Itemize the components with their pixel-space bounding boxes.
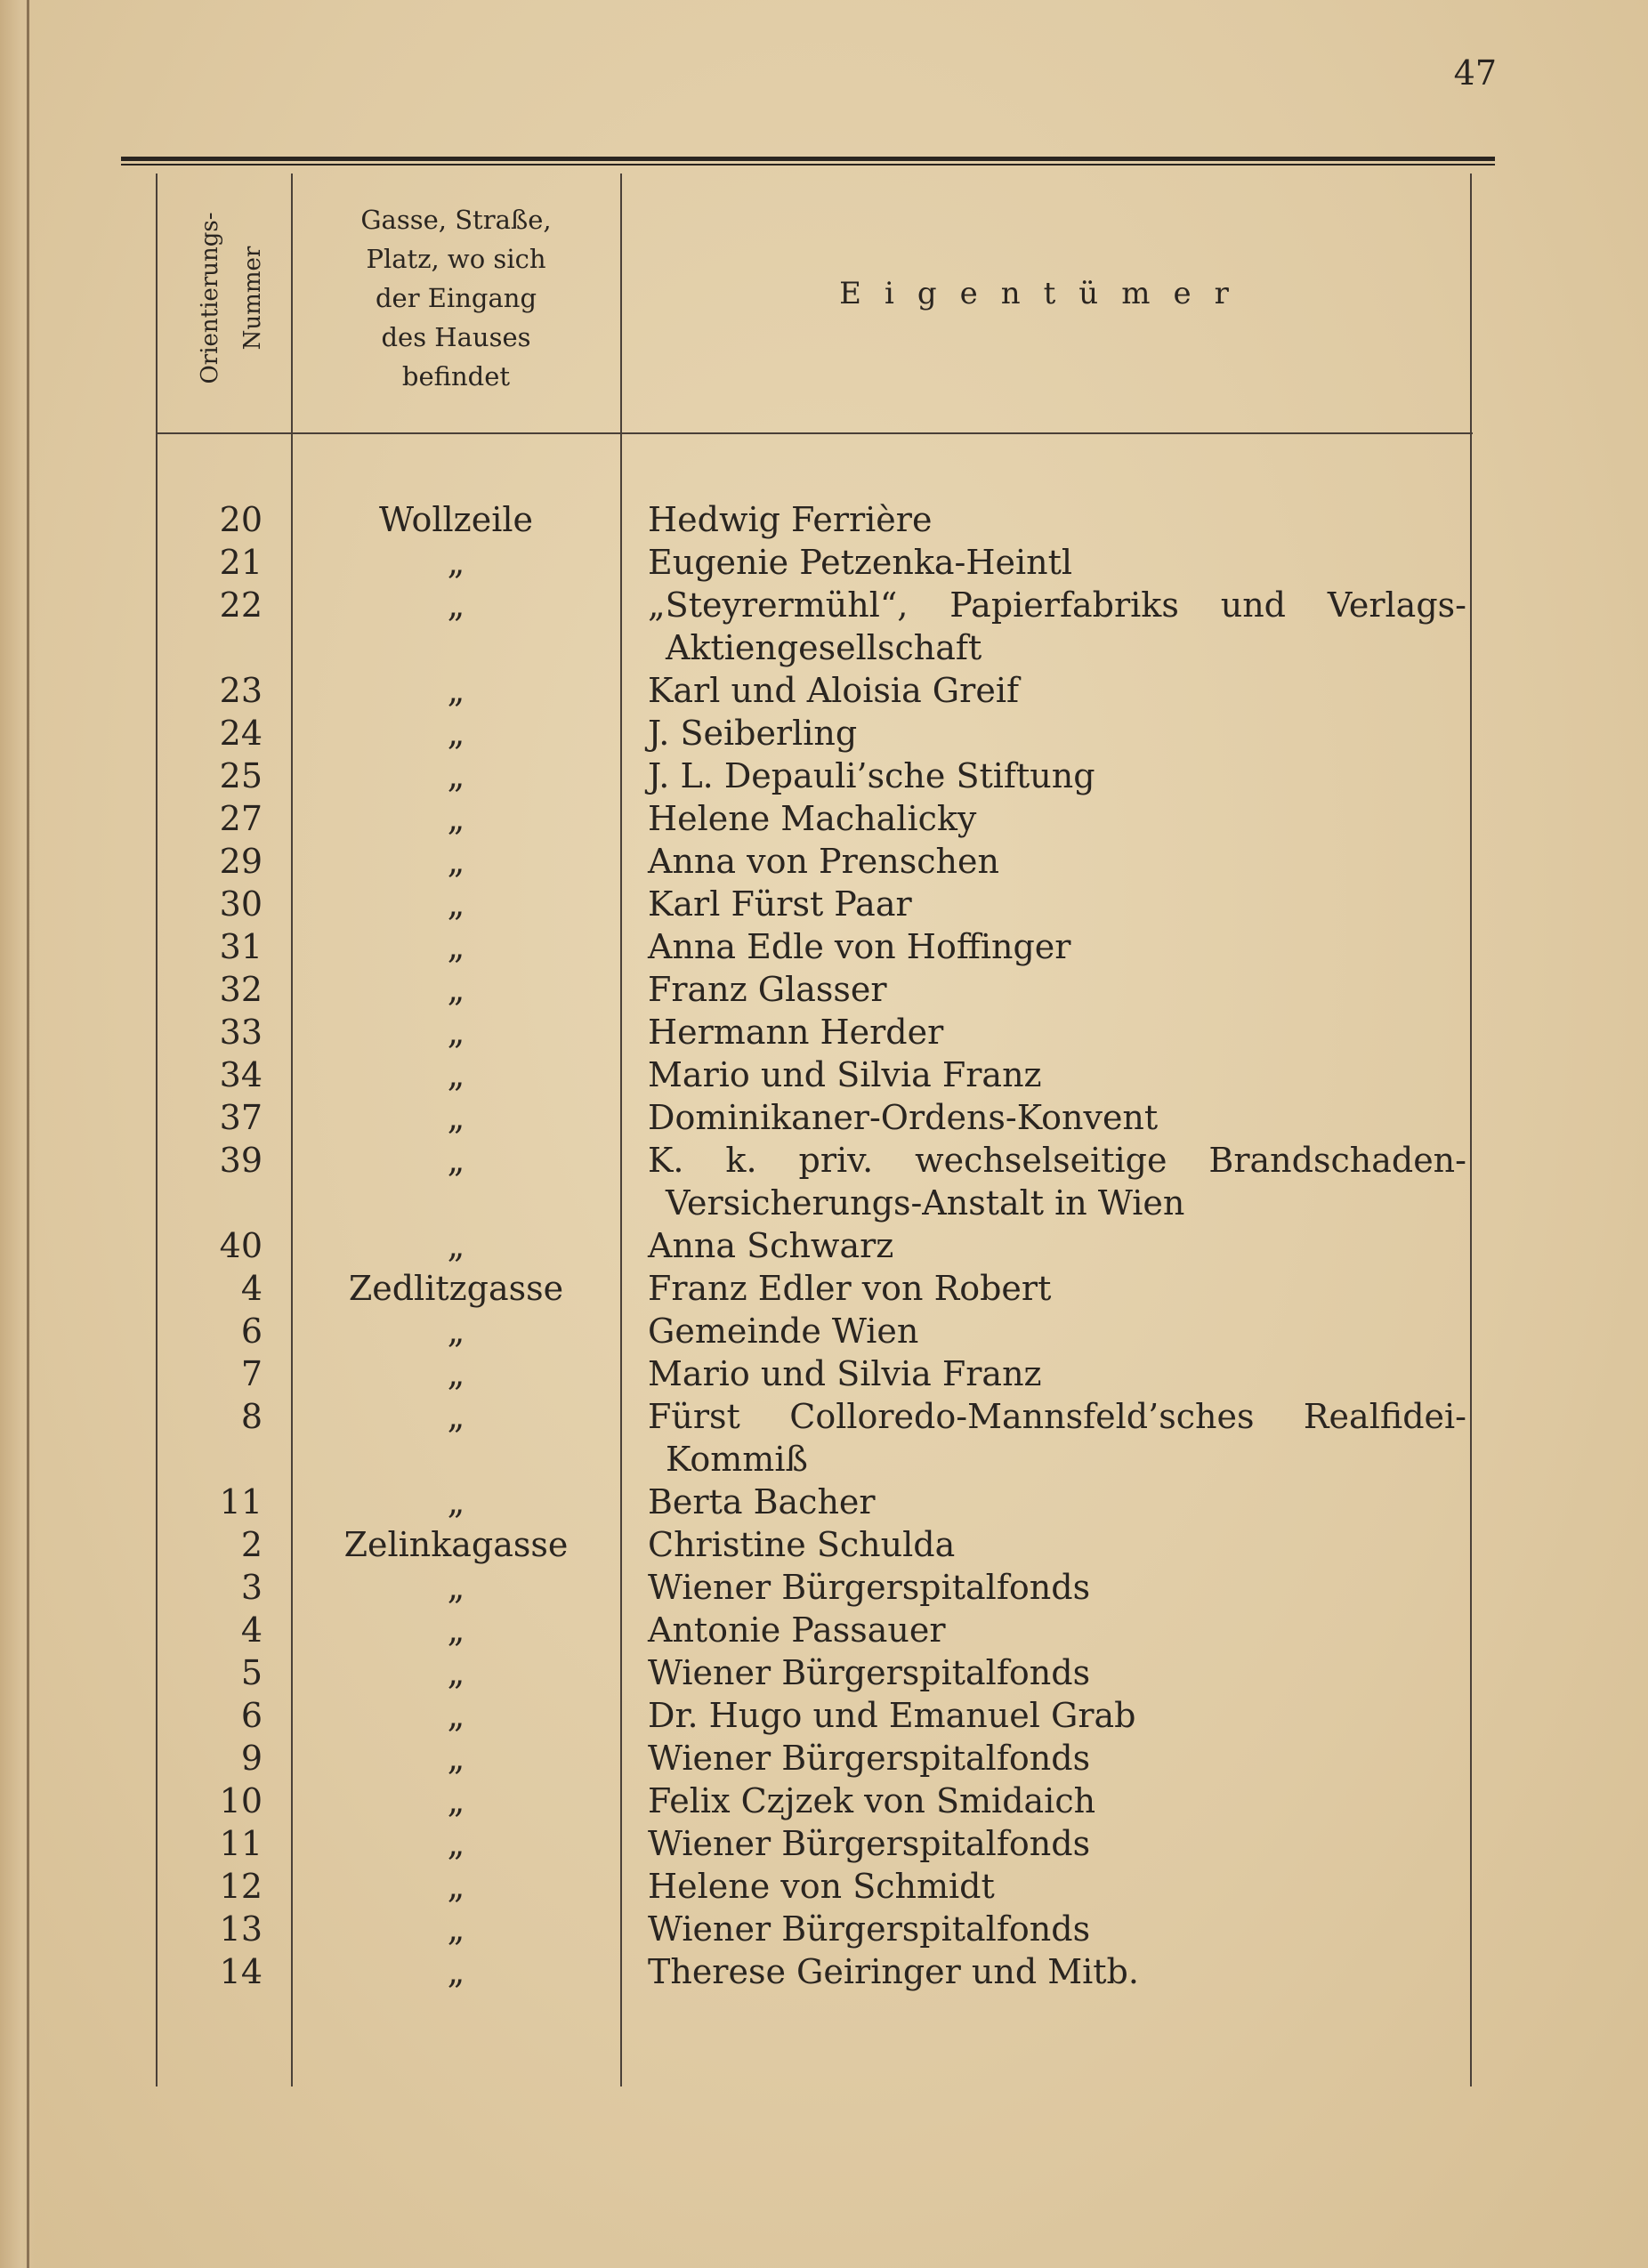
orientation-number: 2	[240, 1525, 263, 1564]
owner-name	[648, 1865, 1466, 1908]
table-row	[0, 1566, 1648, 1609]
header-col2-line: des Hauses	[381, 322, 531, 352]
street-name: „	[447, 1312, 465, 1351]
owner-name	[648, 1609, 1466, 1651]
owner-line: Wiener Bürgerspitalfonds	[648, 1739, 1091, 1778]
orientation-number: 23	[219, 671, 263, 710]
orientation-number: 4	[240, 1610, 263, 1650]
orientation-number: 39	[219, 1141, 263, 1180]
owner-name	[648, 1096, 1466, 1139]
header-orientation-number	[169, 178, 294, 418]
table-row	[0, 1352, 1648, 1395]
street-name: „	[447, 1098, 465, 1137]
owner-name	[648, 1566, 1466, 1609]
street-name: „	[447, 1696, 465, 1735]
owner-line: J. Seiberling	[648, 714, 858, 753]
owner-line: J. L. Depauli’sche Stiftung	[648, 756, 1095, 795]
street-name: „	[447, 1354, 465, 1393]
orientation-number: 24	[219, 714, 263, 753]
orientation-number: 8	[240, 1397, 263, 1436]
owner-line: Versicherungs-Anstalt in Wien	[666, 1183, 1185, 1223]
street-name: „	[447, 970, 465, 1009]
owner-line: Berta Bacher	[648, 1482, 876, 1521]
street-name: „	[447, 756, 465, 795]
table-row	[0, 755, 1648, 797]
owner-line: Therese Geiringer und Mitb.	[648, 1952, 1139, 1991]
owner-line: K. k. priv. wechselseitige Brandschaden-	[648, 1141, 1466, 1180]
owner-name	[648, 669, 1466, 712]
owner-name	[648, 1523, 1466, 1566]
owner-line: Anna Schwarz	[648, 1226, 894, 1265]
table-row	[0, 1224, 1648, 1267]
owner-line: Karl Fürst Paar	[648, 884, 912, 924]
page-number: 47	[1453, 53, 1497, 93]
owner-line: „Steyrermühl“, Papierfabriks und Verlags-	[648, 585, 1466, 625]
street-name: „	[447, 1568, 465, 1607]
owner-line: Antonie Passauer	[648, 1610, 946, 1650]
owner-name	[648, 1053, 1466, 1096]
table-row	[0, 1780, 1648, 1822]
table-row	[0, 1011, 1648, 1053]
street-name: „	[447, 1909, 465, 1949]
orientation-number: 13	[219, 1909, 263, 1949]
orientation-number: 11	[219, 1824, 263, 1863]
owner-line: Wiener Bürgerspitalfonds	[648, 1824, 1091, 1863]
owner-name	[648, 755, 1466, 797]
street-name: „	[447, 714, 465, 753]
owner-line: Gemeinde Wien	[648, 1312, 919, 1351]
table-row	[0, 1481, 1648, 1523]
owner-line: Fürst Colloredo-Mannsfeld’sches Realfidei-	[648, 1397, 1466, 1436]
table-row	[0, 883, 1648, 925]
top-rule-thin	[121, 164, 1495, 165]
owner-name	[648, 968, 1466, 1011]
orientation-number: 9	[240, 1739, 263, 1778]
owner-line: Christine Schulda	[648, 1525, 956, 1564]
street-name: „	[447, 884, 465, 924]
street-name: „	[447, 1226, 465, 1265]
street-name: Zelinkagasse	[343, 1525, 569, 1564]
table-body	[0, 498, 1648, 1993]
table-row	[0, 584, 1648, 669]
orientation-number: 12	[219, 1867, 263, 1906]
table-row	[0, 1267, 1648, 1310]
owner-name	[648, 925, 1466, 968]
table-row	[0, 1950, 1648, 1993]
orientation-number: 27	[219, 799, 263, 838]
orientation-number: 11	[219, 1482, 263, 1521]
orientation-number: 37	[219, 1098, 263, 1137]
orientation-number: 34	[219, 1055, 263, 1094]
owner-line: Wiener Bürgerspitalfonds	[648, 1568, 1091, 1607]
orientation-number: 22	[219, 585, 263, 625]
table-row	[0, 968, 1648, 1011]
owner-name	[648, 1694, 1466, 1737]
orientation-number: 6	[240, 1696, 263, 1735]
table-row	[0, 1310, 1648, 1352]
header-owner: Eigentümer	[839, 276, 1252, 311]
owner-name	[648, 584, 1466, 669]
owner-name	[648, 840, 1466, 883]
street-name: „	[447, 1867, 465, 1906]
table-row	[0, 712, 1648, 755]
owner-line: Hermann Herder	[648, 1013, 944, 1052]
owner-name	[648, 1908, 1466, 1950]
orientation-number: 20	[219, 500, 263, 539]
owner-line: Mario und Silvia Franz	[648, 1354, 1042, 1393]
table-row	[0, 1395, 1648, 1481]
owner-line: Anna Edle von Hoffinger	[648, 927, 1071, 966]
table-row	[0, 1737, 1648, 1780]
owner-name	[648, 1310, 1466, 1352]
orientation-number: 32	[219, 970, 263, 1009]
street-name: „	[447, 927, 465, 966]
owner-name	[648, 1352, 1466, 1395]
table-row	[0, 1096, 1648, 1139]
orientation-number: 6	[240, 1312, 263, 1351]
table-row	[0, 1651, 1648, 1694]
owner-name	[648, 1267, 1466, 1310]
owner-name	[648, 1481, 1466, 1523]
street-name: „	[447, 671, 465, 710]
top-rule	[121, 157, 1495, 161]
owner-name	[648, 883, 1466, 925]
street-name: „	[447, 1013, 465, 1052]
street-name: „	[447, 1824, 465, 1863]
table-row	[0, 1908, 1648, 1950]
header-street	[294, 200, 618, 396]
table-row	[0, 1609, 1648, 1651]
owner-name	[648, 541, 1466, 584]
orientation-number: 4	[240, 1269, 263, 1308]
table-row	[0, 1523, 1648, 1566]
table-row	[0, 669, 1648, 712]
orientation-number: 33	[219, 1013, 263, 1052]
owner-name	[648, 1780, 1466, 1822]
owner-name	[648, 1139, 1466, 1224]
table-row	[0, 1053, 1648, 1096]
orientation-number: 30	[219, 884, 263, 924]
street-name: „	[447, 1739, 465, 1778]
table-row	[0, 498, 1648, 541]
street-name: „	[447, 1781, 465, 1820]
street-name: „	[447, 1482, 465, 1521]
orientation-number: 5	[240, 1653, 263, 1692]
owner-name	[648, 1011, 1466, 1053]
street-name: „	[447, 1055, 465, 1094]
street-name: „	[447, 799, 465, 838]
street-name: Zedlitzgasse	[348, 1269, 564, 1308]
owner-line: Kommiß	[666, 1440, 808, 1479]
orientation-number: 25	[219, 756, 263, 795]
table-row	[0, 1694, 1648, 1737]
owner-line: Aktiengesellschaft	[666, 628, 982, 667]
table-row	[0, 925, 1648, 968]
orientation-number: 3	[240, 1568, 263, 1607]
owner-line: Helene Machalicky	[648, 799, 977, 838]
street-name: „	[447, 585, 465, 625]
owner-line: Wiener Bürgerspitalfonds	[648, 1909, 1091, 1949]
street-name: „	[447, 1141, 465, 1180]
street-name: „	[447, 1952, 465, 1991]
orientation-number: 7	[240, 1354, 263, 1393]
header-col2-line: Gasse, Straße,	[360, 205, 552, 235]
header-col2-line: Platz, wo sich	[366, 244, 546, 274]
table-row	[0, 840, 1648, 883]
owner-line: Hedwig Ferrière	[648, 500, 933, 539]
owner-line: Dr. Hugo und Emanuel Grab	[648, 1696, 1136, 1735]
header-col2-line: befindet	[401, 361, 511, 391]
header-col1-line: Nummer	[239, 246, 266, 351]
owner-name	[648, 1651, 1466, 1694]
table-row	[0, 797, 1648, 840]
orientation-number: 21	[219, 543, 263, 582]
owner-name	[648, 1224, 1466, 1267]
orientation-number: 10	[219, 1781, 263, 1820]
owner-name	[648, 797, 1466, 840]
owner-line: Dominikaner-Ordens-Konvent	[648, 1098, 1159, 1137]
owner-line: Karl und Aloisia Greif	[648, 671, 1020, 710]
owner-name	[648, 1737, 1466, 1780]
owner-line: Mario und Silvia Franz	[648, 1055, 1042, 1094]
owner-name	[648, 1950, 1466, 1993]
owner-name	[648, 1822, 1466, 1865]
table-row	[0, 1865, 1648, 1908]
header-col2-line: der Eingang	[375, 283, 537, 313]
street-name: „	[447, 543, 465, 582]
header-col1-line: Orientierungs-	[197, 212, 223, 384]
owner-name	[648, 1395, 1466, 1481]
orientation-number: 40	[219, 1226, 263, 1265]
street-name: „	[447, 1397, 465, 1436]
table-row	[0, 1822, 1648, 1865]
street-name: Wollzeile	[379, 500, 533, 539]
owner-line: Anna von Prenschen	[648, 842, 999, 881]
orientation-number: 29	[219, 842, 263, 881]
owner-name	[648, 712, 1466, 755]
orientation-number: 14	[219, 1952, 263, 1991]
owner-line: Franz Glasser	[648, 970, 887, 1009]
header-bottom-rule	[156, 432, 1473, 434]
street-name: „	[447, 1653, 465, 1692]
owner-line: Felix Czjzek von Smidaich	[648, 1781, 1096, 1820]
street-name: „	[447, 1610, 465, 1650]
owner-line: Eugenie Petzenka-Heintl	[648, 543, 1073, 582]
orientation-number: 31	[219, 927, 263, 966]
owner-line: Wiener Bürgerspitalfonds	[648, 1653, 1091, 1692]
owner-name	[648, 498, 1466, 541]
owner-line: Helene von Schmidt	[648, 1867, 995, 1906]
street-name: „	[447, 842, 465, 881]
owner-line: Franz Edler von Robert	[648, 1269, 1052, 1308]
table-row	[0, 541, 1648, 584]
table-row	[0, 1139, 1648, 1224]
